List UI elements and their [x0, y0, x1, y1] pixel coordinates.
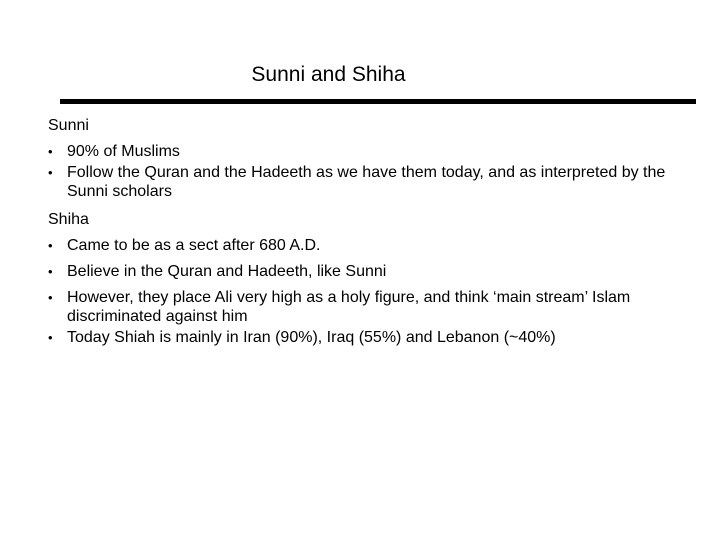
bullet-item: [48, 163, 708, 201]
title-divider: [60, 99, 696, 104]
bullet-list-shiha: [48, 236, 708, 347]
bullet-icon: •: [48, 264, 53, 279]
bullet-item: [48, 142, 708, 161]
bullet-list-sunni: [48, 142, 708, 201]
bullet-icon: •: [48, 290, 53, 305]
bullet-icon: •: [48, 238, 53, 253]
section-heading-shiha: Shiha: [48, 211, 89, 228]
bullet-item: [48, 288, 708, 326]
bullet-text: 90% of Muslims: [67, 143, 180, 160]
bullet-item: [48, 236, 708, 255]
bullet-text: Follow the Quran and the Hadeeth as we have them today, and as interpreted by the Sunni scholars: [67, 164, 666, 200]
slide-body: [48, 116, 708, 347]
bullet-item: [48, 262, 708, 281]
bullet-item: [48, 328, 708, 347]
bullet-text: Today Shiah is mainly in Iran (90%), Iraq (55%) and Lebanon (~40%): [67, 329, 556, 346]
section-heading-sunni: Sunni: [48, 117, 89, 134]
bullet-icon: •: [48, 144, 53, 159]
bullet-text: Came to be as a sect after 680 A.D.: [67, 237, 321, 254]
bullet-text: However, they place Ali very high as a holy figure, and think ‘main stream’ Islam discriminated against him: [67, 289, 631, 325]
bullet-icon: •: [48, 330, 53, 345]
slide-title: Sunni and Shiha: [251, 63, 406, 86]
bullet-text: Believe in the Quran and Hadeeth, like Sunni: [67, 263, 387, 280]
bullet-icon: •: [48, 165, 53, 180]
